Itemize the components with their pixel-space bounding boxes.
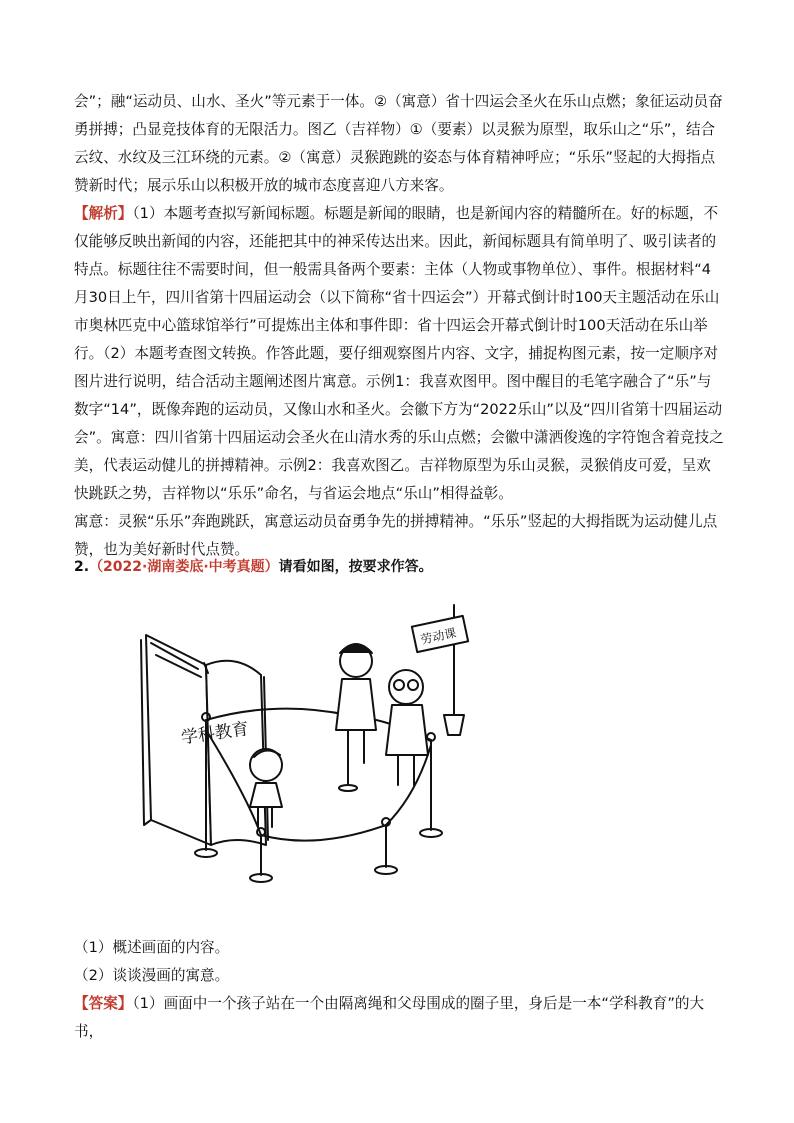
sign-text: 劳动课 xyxy=(419,625,458,647)
subquestion-2: （2）谈谈漫画的寓意。 xyxy=(74,967,230,984)
mother-figure-image xyxy=(386,670,428,785)
answer-paragraph xyxy=(74,990,724,1046)
book-title-text: 学科教育 xyxy=(179,719,250,749)
question-prompt: 请看如图，按要求作答。 xyxy=(278,559,433,575)
cartoon-illustration xyxy=(86,595,476,900)
father-figure-image xyxy=(336,644,376,763)
analysis-body: （1）本题考查拟写新闻标题。标题是新闻的眼睛，也是新闻内容的精髓所在。好的标题，不仅能够反映出新闻的内容，还能把其中的神采传达出来。因此，新闻标题具有简单明了、吸引读者的特点。标题往往不需要时间，但一般需具备两个要素：主体（人物或事物单位）、事件。根据材料“4月30日上午，四川省第十四届运动会（以下简称“省十四运会”）开幕式倒计时100天主题活动在乐山市奥林匹克中心篮球馆举行”可提炼出主体和事件即：省十四运会开幕式倒计时100天活动在乐山举行。（2）本题考查图文转换。作答此题，要仔细观察图片内容、文字，捕捉构图元素，按一定顺序对图片进行说明，结合活动主题阐述图片寓意。示例1：我喜欢图甲。图中醒目的毛笔字融合了“乐”与数字“14”，既像奔跑的运动员，又像山水和圣火。会徽下方为“2022乐山”以及“四川省第十四届运动会”。寓意：四川省第十四届运动会圣火在山清水秀的乐山点燃；会徽中潇洒俊逸的字符饱含着竞技之美，代表运动健儿的拼搏精神。示例2：我喜欢图乙。吉祥物原型为乐山灵猴，灵猴俏皮可爱，呈欢快跳跃之势，吉祥物以“乐乐”命名，与省运会地点“乐山”相得益彰。 xyxy=(74,205,724,502)
answer-tag: 【答案】 xyxy=(74,995,133,1012)
analysis-tag: 【解析】 xyxy=(74,205,133,222)
subquestion-list xyxy=(74,934,724,1046)
answer-continuation-paragraph: 会”；融“运动员、山水、圣火”等元素于一体。②（寓意）省十四运会圣火在乐山点燃；象征运动员奋勇拼搏；凸显竞技体育的无限活力。图乙（吉祥物）①（要素）以灵猴为原型，取乐山之“乐”，结合云纹、水纹及三江环绕的元素。②（寓意）灵猴跑跳的姿态与体育精神呼应；“乐乐”竖起的大拇指点赞新时代；展示乐山以积极开放的城市态度喜迎八方来客。 xyxy=(74,93,723,194)
question-source: （2022·湖南娄底·中考真题） xyxy=(89,559,279,575)
question-number: 2. xyxy=(74,559,90,575)
analysis-paragraph xyxy=(74,200,724,564)
question-heading xyxy=(74,554,433,580)
answer-body: （1）画面中一个孩子站在一个由隔离绳和父母围成的圈子里，身后是一本“学科教育”的大书， xyxy=(74,995,705,1040)
subquestion-1: （1）概述画面的内容。 xyxy=(74,939,230,956)
analysis-meaning-line: 寓意：灵猴“乐乐”奔跑跳跃，寓意运动员奋勇争先的拼搏精神。“乐乐”竖起的大拇指既为运动健儿点赞，也为美好新时代点赞。 xyxy=(74,513,718,558)
